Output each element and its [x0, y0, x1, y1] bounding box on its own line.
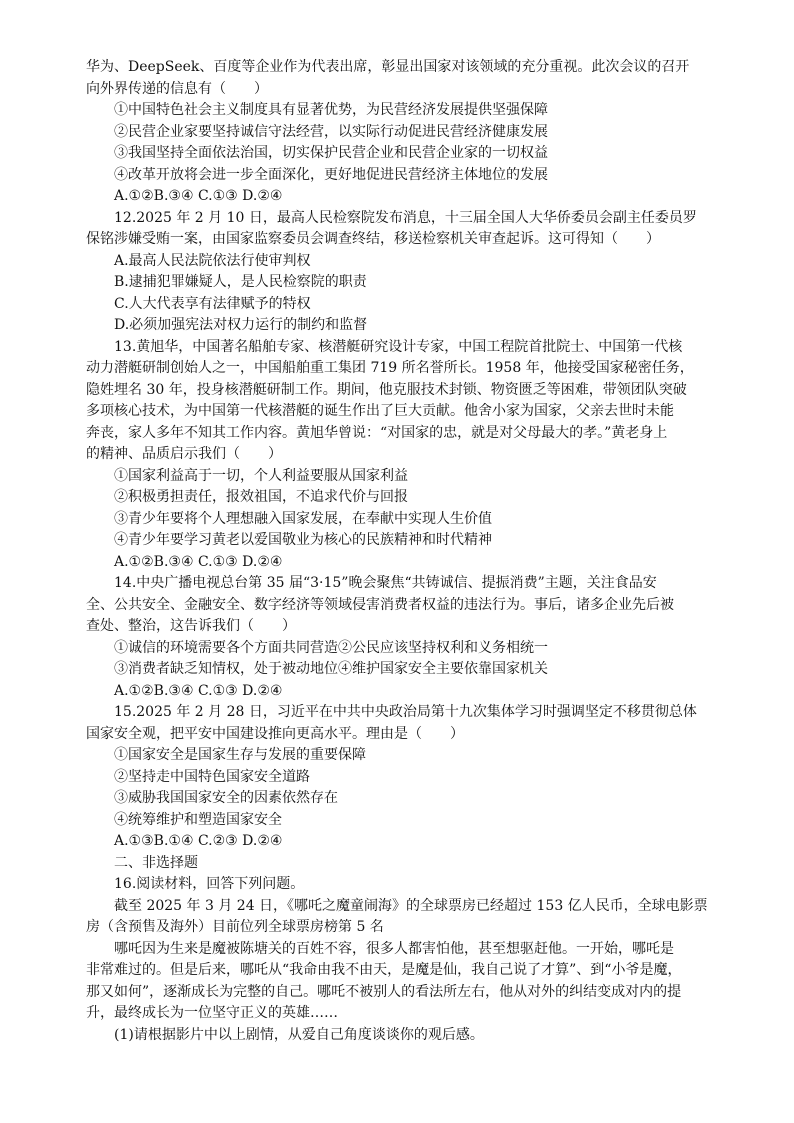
- question-stem-line: 多项核心技术，为中国第一代核潜艇的诞生作出了巨大贡献。他舍小家为国家，父亲去世时未能: [86, 403, 674, 419]
- question-stem-line: 国家安全观，把平安中国建设推向更高水平。理由是（ ）: [86, 725, 464, 742]
- statement-option: ④改革开放将会进一步全面深化，更好地促进民营经济主体地位的发展: [114, 166, 548, 183]
- question-stem-line: 动力潜艇研制创始人之一，中国船舶重工集团 719 所名誉所长。1958 年，他接受国家秘密任务，: [86, 360, 694, 376]
- question-stem-line: 15.2025 年 2 月 28 日，习近平在中共中央政治局第十九次集体学习时强调坚定不移贯彻总体: [114, 704, 697, 720]
- answer-option-a: A.最高人民法院依法行使审判权: [114, 252, 311, 269]
- material-paragraph-line: 房（含预售及海外）目前位列全球票房榜第 5 名: [86, 919, 384, 935]
- question-15: [86, 702, 736, 853]
- question-stem-line: 向外界传递的信息有（ ）: [86, 80, 268, 97]
- material-paragraph-line: 那又如何”，逐渐成长为完整的自己。哪吒不被别人的看法所左右，他从对外的纠结变成对内的提: [86, 983, 682, 1000]
- question-stem-line: 12.2025 年 2 月 10 日，最高人民检察院发布消息，十三届全国人大华侨委员会副主任委员罗: [114, 209, 697, 226]
- question-stem-line: 保铭涉嫌受贿一案，由国家监察委员会调查终结，移送检察机关审查起诉。这可得知（ ）: [86, 231, 660, 247]
- answer-option-d: D.必须加强宪法对权力运行的制约和监督: [114, 317, 368, 333]
- statement-option: ③青少年要将个人理想融入国家发展，在奉献中实现人生价值: [114, 510, 492, 527]
- question-stem-line: 的精神、品质启示我们（ ）: [86, 446, 282, 462]
- material-paragraph-line: 升，最终成长为一位坚守正义的英雄……: [86, 1005, 338, 1021]
- answer-option-b: B.逮捕犯罪嫌疑人，是人民检察院的职责: [114, 274, 367, 290]
- answer-option-c: C.人大代表享有法律赋予的特权: [114, 295, 311, 312]
- answer-choices: A.①③B.①④ C.②③ D.②④: [114, 833, 283, 849]
- answer-choices: A.①②B.③④ C.①③ D.②④: [114, 188, 283, 204]
- statement-option: ②民营企业家要坚持诚信守法经营，以实际行动促进民营经济健康发展: [114, 123, 548, 140]
- question-stem-line: 14.中央广播电视总台第 35 届“3·15”晚会聚焦“共铸诚信、提振消费”主题，关注食品安: [114, 575, 657, 591]
- exam-page: [86, 57, 736, 1046]
- statement-option: ③威胁我国国家安全的因素依然存在: [114, 790, 338, 806]
- statement-option: ①国家安全是国家生存与发展的重要保障: [114, 747, 366, 763]
- question-stem-line: 查处、整治，这告诉我们（ ）: [86, 618, 296, 634]
- question-13: [86, 337, 736, 574]
- answer-choices: A.①②B.③④ C.①③ D.②④: [114, 553, 283, 570]
- question-stem-line: 华为、DeepSeek、百度等企业作为代表出席，彰显出国家对该领域的充分重视。此次会议的召开: [86, 59, 690, 75]
- question-16-title: 16.阅读材料，回答下列问题。: [114, 876, 305, 892]
- statement-options-line: ①诚信的环境需要各个方面共同营造②公民应该坚持权利和义务相统一: [114, 639, 548, 656]
- statement-option: ③我国坚持全面依法治国，切实保护民营企业和民营企业家的一切权益: [114, 145, 548, 161]
- question-14: [86, 573, 736, 702]
- statement-option: ②积极勇担责任，报效祖国，不追求代价与回报: [114, 489, 408, 505]
- answer-choices: A.①②B.③④ C.①③ D.②④: [114, 682, 283, 699]
- question-stem-line: 隐姓埋名 30 年，投身核潜艇研制工作。期间，他克服技术封锁、物资匮乏等困难，带领团队突破: [86, 381, 687, 398]
- statement-options-line: ③消费者缺乏知情权，处于被动地位④维护国家安全主要依靠国家机关: [114, 661, 548, 677]
- sub-question: (1)请根据影片中以上剧情，从爱自己角度谈谈你的观后感。: [114, 1026, 484, 1043]
- question-stem-line: 奔丧，家人多年不知其工作内容。黄旭华曾说：“对国家的忠，就是对父母最大的孝。”黄老身上: [86, 424, 668, 441]
- material-paragraph-line: 哪吒因为生来是魔被陈塘关的百姓不容，很多人都害怕他，甚至想驱赶他。一开始，哪吒是: [114, 940, 674, 957]
- question-12: [86, 208, 736, 337]
- question-stem-line: 全、公共安全、金融安全、数字经济等领域侵害消费者权益的违法行为。事后，诸多企业先后被: [86, 596, 674, 613]
- material-paragraph-line: 非常难过的。但是后来，哪吒从“我命由我不由天，是魔是仙，我自己说了才算”、到“小爷是魔，: [86, 962, 682, 978]
- section-non-choice: [86, 853, 736, 1047]
- question-11: [86, 57, 736, 208]
- material-paragraph-line: 截至 2025 年 3 月 24 日，《哪吒之魔童闹海》的全球票房已经超过 153 亿人民币，全球电影票: [114, 897, 708, 914]
- section-heading: 二、非选择题: [114, 854, 198, 871]
- statement-option: ②坚持走中国特色国家安全道路: [114, 768, 310, 785]
- question-stem-line: 13.黄旭华，中国著名船舶专家、核潜艇研究设计专家，中国工程院首批院士、中国第一代核: [114, 338, 683, 355]
- statement-option: ①中国特色社会主义制度具有显著优势，为民营经济发展提供坚强保障: [114, 102, 548, 118]
- statement-option: ①国家利益高于一切，个人利益要服从国家利益: [114, 467, 408, 484]
- statement-option: ④青少年要学习黄老以爱国敬业为核心的民族精神和时代精神: [114, 532, 492, 548]
- statement-option: ④统筹维护和塑造国家安全: [114, 811, 282, 828]
